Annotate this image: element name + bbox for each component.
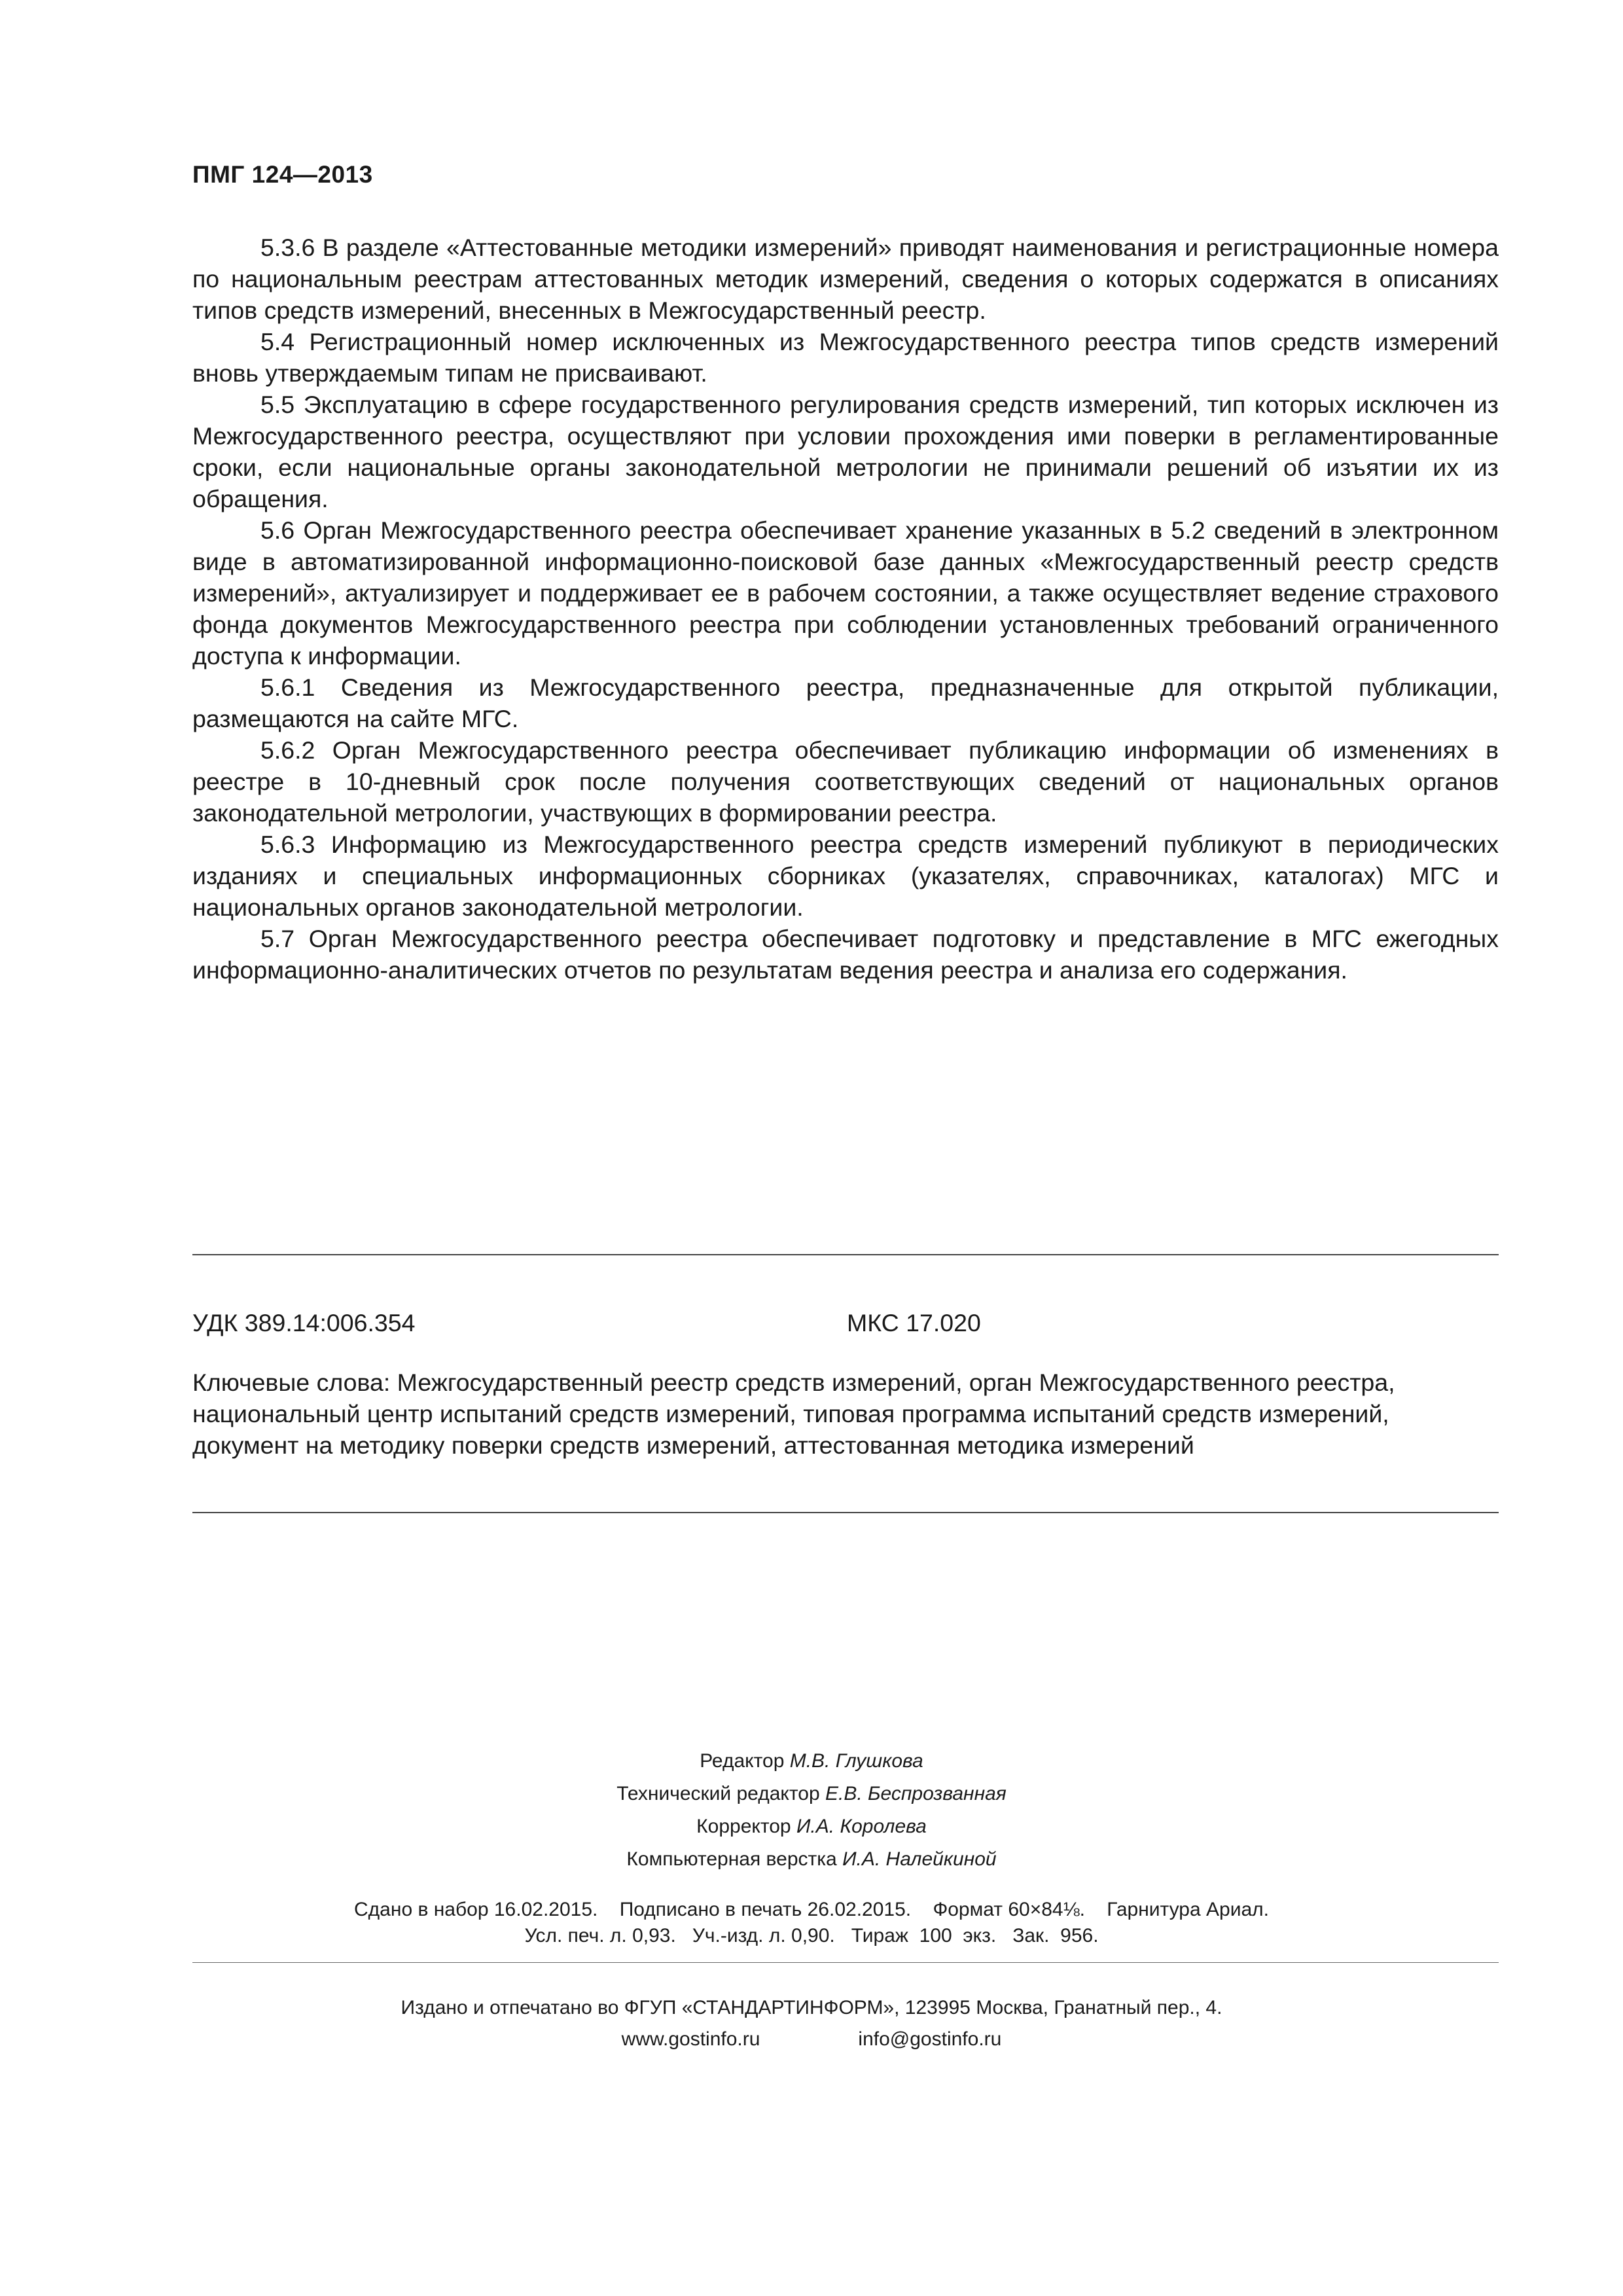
divider-top: [192, 1254, 1499, 1255]
credit-role: Редактор: [700, 1750, 785, 1772]
credit-name: И.А. Налейкиной: [842, 1848, 997, 1870]
paragraph-5-6-1: 5.6.1 Сведения из Межгосударственного реестра, предназначенные для открытой публикации, размещаются на сайте МГС.: [192, 673, 1499, 732]
email-link[interactable]: info@gostinfo.ru: [858, 2028, 1002, 2050]
credit-layout: [0, 1843, 1623, 1876]
paragraph-5-4: 5.4 Регистрационный номер исключенных из Межгосударственного реестра типов средств измерений вновь утверждаемым типам не присваивают.: [192, 328, 1499, 387]
body-text: [192, 232, 1499, 986]
publisher-line: Издано и отпечатано во ФГУП «СТАНДАРТИНФОРМ», 123995 Москва, Гранатный пер., 4.: [401, 1997, 1222, 2018]
paragraph-5-5: 5.5 Эксплуатацию в сфере государственного регулирования средств измерений, тип которых исключен из Межгосударственного реестра, осуществляют при условии прохождения ими поверки в регламентированные сроки, если национальные органы законодательной метрологии не принимали решений об изъятии их из обращения.: [192, 391, 1499, 512]
credit-name: М.В. Глушкова: [789, 1750, 923, 1772]
credit-name: Е.В. Беспрозванная: [825, 1783, 1007, 1804]
credit-tech-editor: [0, 1778, 1623, 1810]
editorial-credits: [0, 1745, 1623, 1876]
credit-role: Компьютерная верстка: [626, 1848, 837, 1870]
paragraph-5-6-2: 5.6.2 Орган Межгосударственного реестра обеспечивает публикацию информации об изменениях в реестре в 10-дневный срок после получения соответствующих сведений от национальных органов законодательной метрологии, участвующих в формировании реестра.: [192, 736, 1499, 827]
divider-imprint: [192, 1962, 1499, 1963]
publisher-info: [0, 1992, 1623, 2055]
udk-code: УДК 389.14:006.354: [192, 1309, 416, 1336]
paragraph-5-6: 5.6 Орган Межгосударственного реестра обеспечивает хранение указанных в 5.2 сведений в электронном виде в автоматизированной информационно-поисковой базе данных «Межгосударственный реестр средств измерений», актуализирует и поддерживает ее в рабочем состоянии, а также осуществляет ведение страхового фонда документов Межгосударственного реестра при соблюдении установленных требований ограниченного доступа к информации.: [192, 516, 1499, 670]
keywords: Ключевые слова: Межгосударственный реестр средств измерений, орган Межгосударственного реестра, национальный центр испытаний средств измерений, типовая программа испытаний средств измерений, документ на методику поверки средств измерений, аттестованная методика измерений: [192, 1369, 1395, 1459]
print-imprint: [0, 1897, 1623, 1949]
credit-proofreader: [0, 1810, 1623, 1843]
imprint-line-1: Сдано в набор 16.02.2015. Подписано в печать 26.02.2015. Формат 60×84⅛. Гарнитура Ариал.: [354, 1899, 1269, 1920]
credit-name: И.А. Королева: [796, 1816, 927, 1837]
paragraph-5-6-3: 5.6.3 Информацию из Межгосударственного реестра средств измерений публикуют в периодических изданиях и специальных информационных сборниках (указателях, справочниках, каталогах) МГС и национальных органов законодательной метрологии.: [192, 831, 1499, 921]
document-header: ПМГ 124—2013: [192, 161, 373, 188]
publisher-links: [0, 2024, 1623, 2055]
website-link[interactable]: www.gostinfo.ru: [621, 2028, 760, 2050]
credit-editor: [0, 1745, 1623, 1778]
credit-role: Корректор: [696, 1816, 791, 1837]
divider-bottom: [192, 1512, 1499, 1513]
mks-code: МКС 17.020: [847, 1309, 981, 1336]
paragraph-5-3-6: 5.3.6 В разделе «Аттестованные методики измерений» приводят наименования и регистрационные номера по национальным реестрам аттестованных методик измерений, сведения о которых содержатся в описаниях типов средств измерений, внесенных в Межгосударственный реестр.: [192, 234, 1499, 324]
imprint-line-2: Усл. печ. л. 0,93. Уч.-изд. л. 0,90. Тираж 100 экз. Зак. 956.: [524, 1925, 1099, 1946]
paragraph-5-7: 5.7 Орган Межгосударственного реестра обеспечивает подготовку и представление в МГС ежегодных информационно-аналитических отчетов по результатам ведения реестра и анализа его содержания.: [192, 925, 1499, 984]
credit-role: Технический редактор: [616, 1783, 820, 1804]
